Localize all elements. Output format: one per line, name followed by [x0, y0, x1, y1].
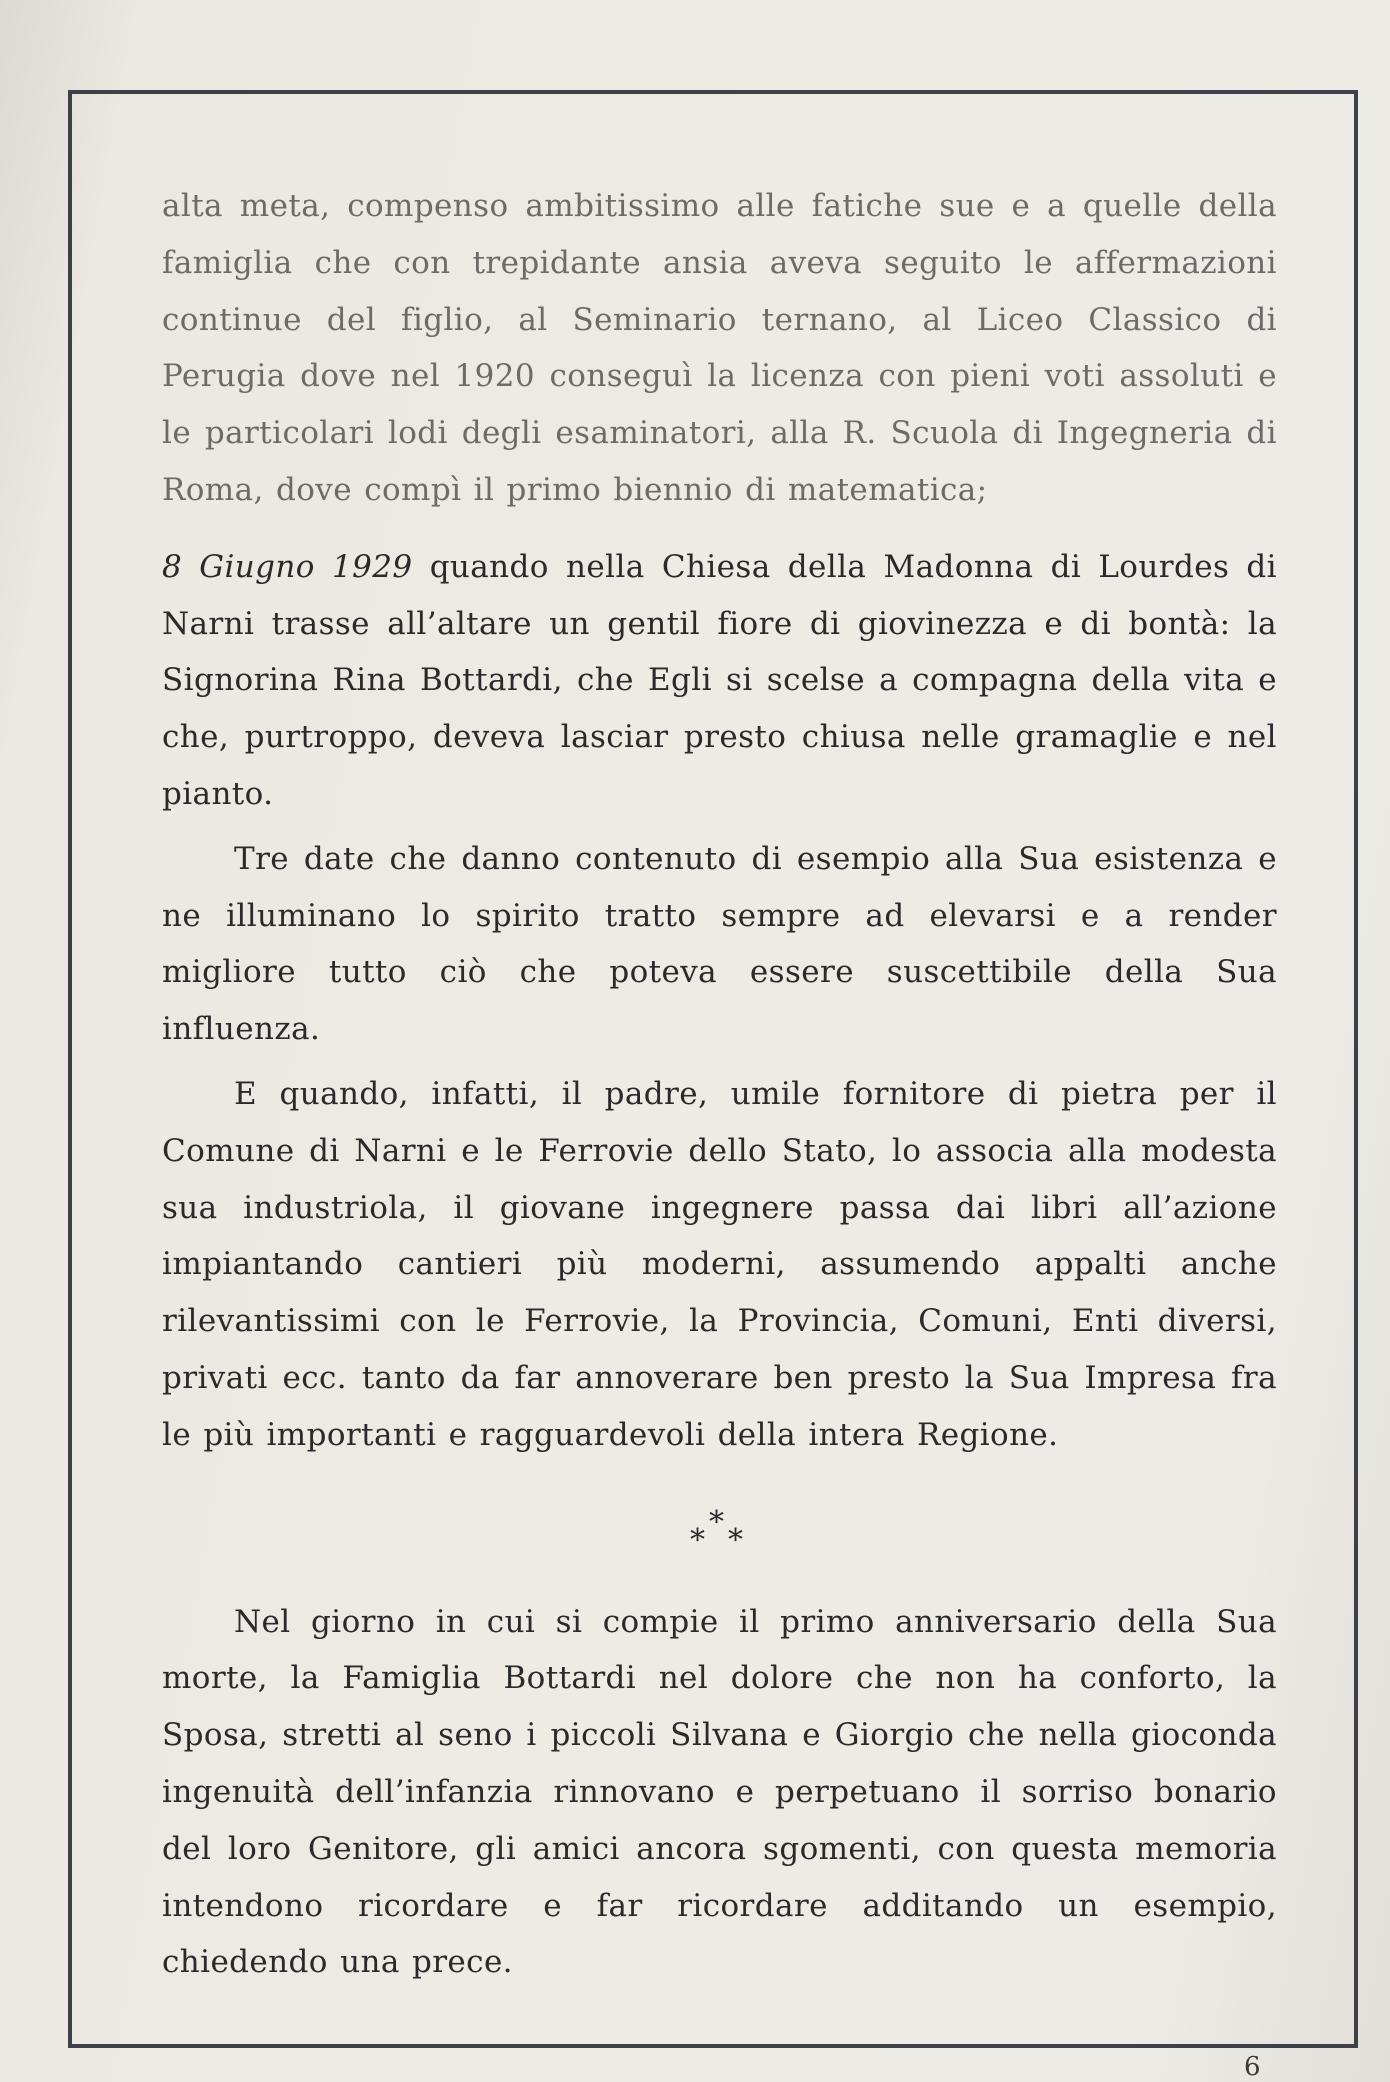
- asterisk-top: *: [709, 1504, 724, 1540]
- page-number: 6: [1244, 2052, 1261, 2082]
- wedding-text: quando nella Chiesa della Madonna di Lourdes di Narni trasse all’altare un gentil fiore di giovinezza e di bontà: la Signorina Rina Bottardi, che Egli si scelse a compagna della vita e che, purtroppo, deveva lasciar presto chiusa nelle gramaglie e nel pianto.: [162, 548, 1277, 812]
- paragraph-education: alta meta, compenso ambitissimo alle fatiche sue e a quelle della famiglia che con trepidante ansia aveva seguito le affermazioni continue del figlio, al Seminario ternano, al Liceo Classico di Perugia dove nel 1920 conseguì la licenza con pieni voti assoluti e le particolari lodi degli esaminatori, alla R. Scuola di Ingegneria di Roma, dove compì il primo biennio di matematica;: [162, 188, 1277, 508]
- paragraph-anniversary: Nel giorno in cui si compie il primo anniversario della Sua morte, la Famiglia Bottardi nel dolore che non ha conforto, la Sposa, stretti al seno i piccoli Silvana e Giorgio che nella gioconda ingenuità dell’infanzia rinnovano e perpetuano il sorriso bonario del loro Genitore, gli amici ancora sgomenti, con questa memoria intendono ricordare e far ricordare additando un esempio, chiedendo una prece.: [162, 1603, 1277, 1981]
- wedding-date: 8 Giugno 1929: [162, 548, 413, 585]
- paragraph-business: E quando, infatti, il padre, umile fornitore di pietra per il Comune di Narni e le Ferrovie dello Stato, lo associa alla modesta sua industriola, il giovane ingegnere passa dai libri all’azione impiantando cantieri più moderni, assumendo appalti anche rilevantissimi con le Ferrovie, la Provincia, Comuni, Enti diversi, privati ecc. tanto da far annoverare ben presto la Sua Impresa fra le più importanti e ragguardevoli della intera Regione.: [162, 1075, 1277, 1453]
- body-text: [162, 178, 1277, 1991]
- asterisk-left: *: [690, 1522, 705, 1558]
- paragraph-wedding: [162, 539, 1277, 823]
- asterisk-right: *: [728, 1522, 743, 1558]
- asterism-separator: [162, 1486, 1277, 1586]
- paragraph-three-dates: Tre date che danno contenuto di esempio alla Sua esistenza e ne illuminano lo spirito tratto sempre ad elevarsi e a render migliore tutto ciò che poteva essere suscettibile della Sua influenza.: [162, 840, 1277, 1048]
